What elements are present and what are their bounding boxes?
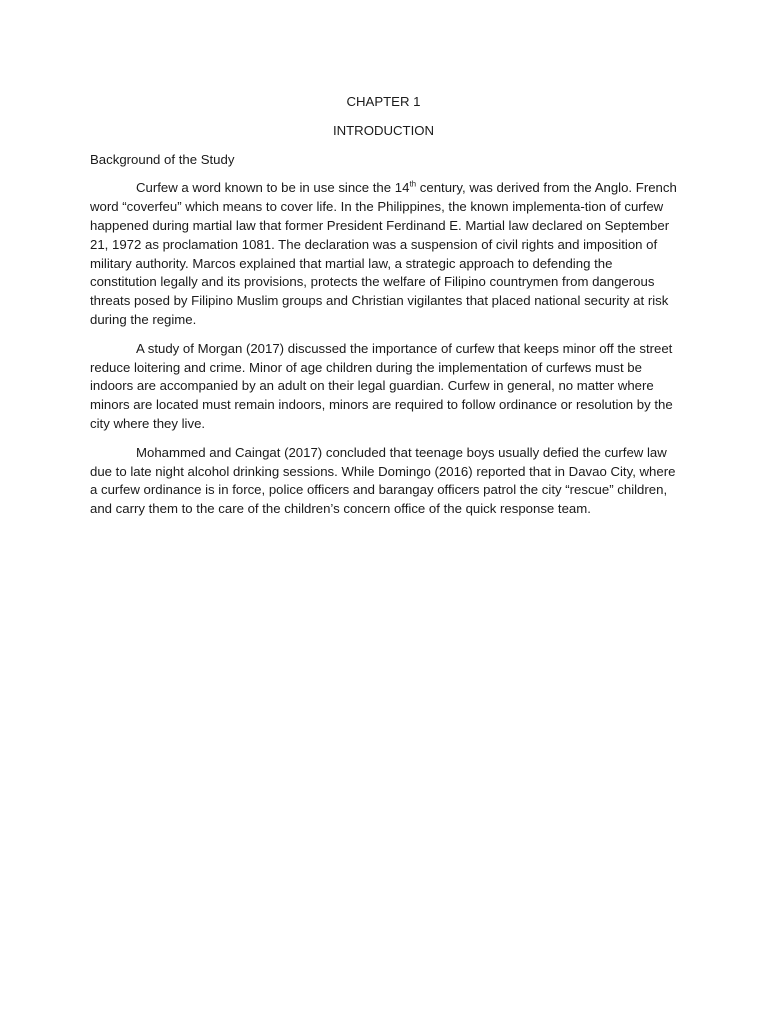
document-body: [90, 93, 677, 529]
paragraph-text: century, was derived from the Anglo. French word “coverfeu” which means to cover life. In the Philippines, the known implementa-tion of curfew happened during martial law that former President Ferdinand E. Martial law declared on September 21, 1972 as proclamation 1081. The declaration was a suspension of civil rights and imposition of military authority. Marcos explained that martial law, a strategic approach to defending the constitution legally and its provisions, protects the welfare of Filipino countrymen from dangerous threats posed by Filipino Muslim groups and Christian vigilantes that placed national security at risk during the regime.: [90, 180, 677, 327]
ordinal-suffix: th: [409, 180, 417, 189]
paragraph-morgan-study: A study of Morgan (2017) discussed the importance of curfew that keeps minor off the street reduce loitering and crime. Minor of age children during the implementation of curfews must be indoors are accompanied by an adult on their legal guardian. Curfew in general, no matter where minors are located must remain indoors, minors are required to follow ordinance or resolution by the city where they live.: [90, 340, 673, 431]
paragraph-text: Curfew a word known to be in use since the 14: [136, 180, 410, 196]
paragraph-mohammed-caingat: Mohammed and Caingat (2017) concluded that teenage boys usually defied the curfew law due to late night alcohol drinking sessions. While Domingo (2016) reported that in Davao City, where a curfew ordinance is in force, police officers and barangay officers patrol the city “rescue” children, and carry them to the care of the children’s concern office of the quick response team.: [90, 444, 676, 517]
chapter-title: INTRODUCTION: [332, 122, 435, 138]
chapter-label: CHAPTER 1: [346, 94, 421, 109]
paragraph-curfew-history: [90, 179, 677, 329]
section-heading: Background of the Study: [90, 151, 235, 167]
